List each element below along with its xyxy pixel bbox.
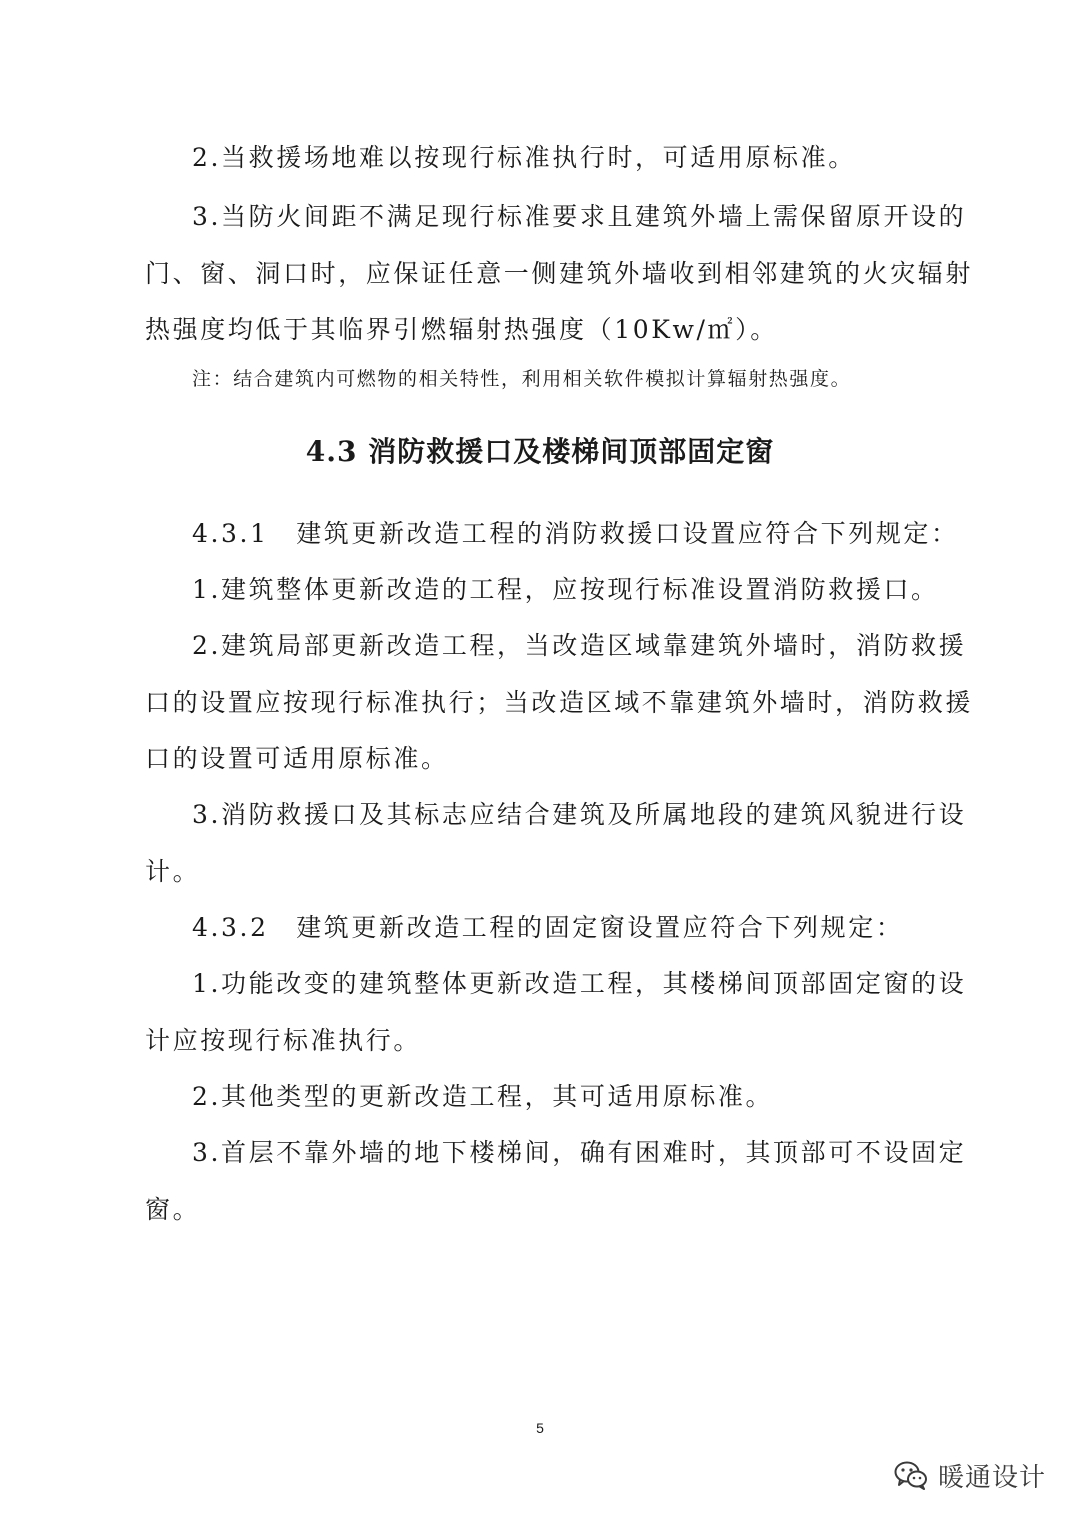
paragraph-line: 3.当防火间距不满足现行标准要求且建筑外墙上需保留原开设的 — [192, 202, 967, 231]
paragraph-line: 1.建筑整体更新改造的工程，应按现行标准设置消防救援口。 — [192, 575, 939, 604]
paragraph-line: 热强度均低于其临界引燃辐射热强度（10Kw/㎡）。 — [145, 315, 778, 344]
paragraph-line: 1.功能改变的建筑整体更新改造工程，其楼梯间顶部固定窗的设 — [192, 969, 967, 998]
clause-heading: 4.3.2 建筑更新改造工程的固定窗设置应符合下列规定： — [192, 913, 904, 942]
note-text: 注：结合建筑内可燃物的相关特性，利用相关软件模拟计算辐射热强度。 — [192, 368, 852, 390]
paragraph-line: 门、窗、洞口时，应保证任意一侧建筑外墙收到相邻建筑的火灾辐射 — [145, 259, 974, 288]
wechat-icon — [894, 1460, 928, 1490]
paragraph-line: 3.消防救援口及其标志应结合建筑及所属地段的建筑风貌进行设 — [192, 800, 967, 829]
page-number: 5 — [536, 1420, 544, 1436]
paragraph-line: 2.当救援场地难以按现行标准执行时，可适用原标准。 — [192, 143, 856, 172]
paragraph-line: 口的设置应按现行标准执行；当改造区域不靠建筑外墙时，消防救援 — [145, 688, 974, 717]
paragraph-line: 口的设置可适用原标准。 — [145, 744, 449, 773]
paragraph-line: 计。 — [145, 857, 201, 886]
paragraph-line: 3.首层不靠外墙的地下楼梯间，确有困难时，其顶部可不设固定 — [192, 1138, 967, 1167]
paragraph-line: 窗。 — [145, 1195, 201, 1224]
clause-heading: 4.3.1 建筑更新改造工程的消防救援口设置应符合下列规定： — [192, 519, 959, 548]
watermark — [894, 1455, 1046, 1495]
paragraph-line: 计应按现行标准执行。 — [145, 1026, 422, 1055]
paragraph-line: 2.其他类型的更新改造工程，其可适用原标准。 — [192, 1082, 774, 1111]
section-title: 4.3 消防救援口及楼梯间顶部固定窗 — [305, 435, 775, 468]
paragraph-line: 2.建筑局部更新改造工程，当改造区域靠建筑外墙时，消防救援 — [192, 631, 967, 660]
watermark-text: 暖通设计 — [937, 1462, 1046, 1493]
